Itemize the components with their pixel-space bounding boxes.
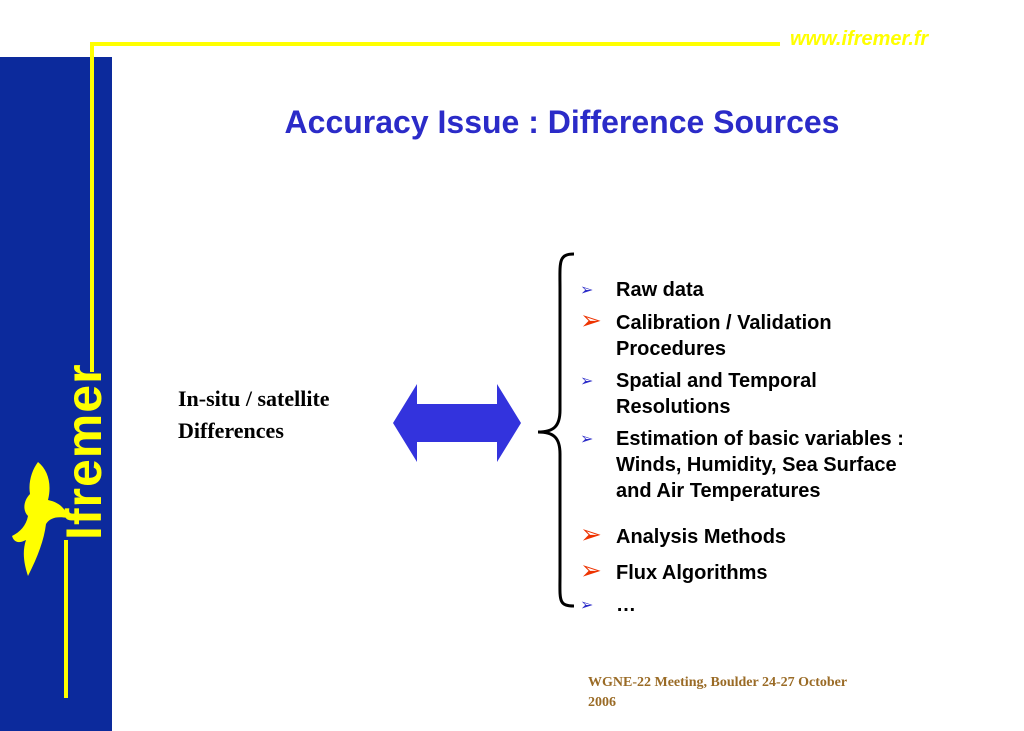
website-url[interactable]: www.ifremer.fr [790, 28, 929, 50]
list-item: ➢ Spatial and Temporal Resolutions [580, 370, 817, 418]
red-arrow-icon: ➢ [580, 520, 602, 550]
blue-arrow-icon: ➢ [580, 595, 594, 614]
ifremer-logo: Ifremer [56, 363, 112, 540]
sidebar-rule-top [90, 42, 94, 372]
red-arrow-icon: ➢ [580, 306, 602, 336]
difference-sources-list [580, 277, 1000, 618]
left-caption [178, 383, 330, 447]
list-item: ➢ Estimation of basic variables : Winds, Humidity, Sea Surface and Air Temperatures [580, 428, 904, 502]
slide-title: Accuracy Issue : Difference Sources [284, 104, 840, 140]
list-item: ➢ Calibration / Validation Procedures [580, 306, 832, 360]
list-item: ➢ Analysis Methods [580, 520, 787, 550]
blue-arrow-icon: ➢ [580, 371, 594, 390]
left-caption-line1: In-situ / satellite [178, 386, 330, 411]
curly-brace-icon [530, 250, 576, 610]
double-arrow-icon [393, 384, 521, 462]
blue-arrow-icon: ➢ [580, 429, 594, 448]
list-item: ➢ Raw data [580, 279, 704, 301]
list-item: ➢ … [580, 594, 636, 616]
left-caption-line2: Differences [178, 418, 284, 443]
footer-line1: WGNE-22 Meeting, Boulder 24-27 October [588, 675, 848, 690]
slide-footer [588, 673, 918, 713]
blue-arrow-icon: ➢ [580, 280, 594, 299]
red-arrow-icon: ➢ [580, 556, 602, 586]
header-rule [90, 42, 780, 46]
list-item: ➢ Flux Algorithms [580, 556, 768, 586]
footer-line2: 2006 [588, 695, 616, 710]
